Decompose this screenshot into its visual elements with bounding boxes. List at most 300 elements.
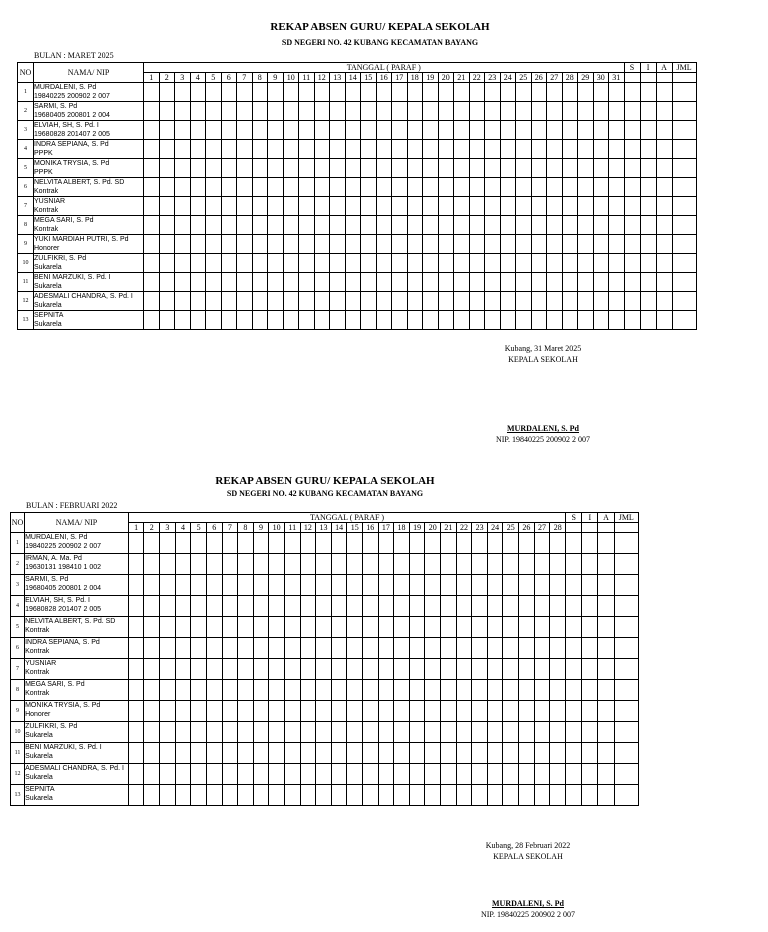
paraf-cell bbox=[300, 638, 316, 659]
doc1-month: BULAN : MARET 2025 bbox=[34, 51, 114, 60]
paraf-cell bbox=[175, 596, 191, 617]
paraf-cell bbox=[206, 83, 222, 102]
paraf-cell bbox=[363, 617, 379, 638]
paraf-cell bbox=[237, 178, 253, 197]
paraf-cell bbox=[283, 235, 299, 254]
teacher-nip-status: Kontrak bbox=[25, 669, 50, 676]
paraf-cell bbox=[593, 197, 609, 216]
summary-cell bbox=[624, 102, 640, 121]
name-nip-cell bbox=[25, 533, 129, 554]
summary-cell bbox=[640, 273, 656, 292]
paraf-cell bbox=[547, 102, 563, 121]
name-nip-cell bbox=[25, 659, 129, 680]
paraf-cell bbox=[206, 254, 222, 273]
paraf-cell bbox=[441, 638, 457, 659]
paraf-cell bbox=[206, 701, 222, 722]
paraf-cell bbox=[268, 102, 284, 121]
paraf-cell bbox=[487, 617, 503, 638]
paraf-cell bbox=[190, 83, 206, 102]
signature-name: MURDALENI, S. Pd bbox=[506, 424, 579, 433]
summary-cell bbox=[624, 83, 640, 102]
paraf-cell bbox=[441, 722, 457, 743]
paraf-cell bbox=[409, 575, 425, 596]
paraf-cell bbox=[175, 292, 191, 311]
paraf-cell bbox=[438, 197, 454, 216]
paraf-cell bbox=[519, 638, 535, 659]
paraf-cell bbox=[330, 311, 346, 330]
paraf-cell bbox=[268, 216, 284, 235]
summary-cell bbox=[598, 659, 614, 680]
paraf-cell bbox=[472, 638, 488, 659]
paraf-cell bbox=[441, 617, 457, 638]
paraf-cell bbox=[159, 159, 175, 178]
paraf-cell bbox=[363, 743, 379, 764]
paraf-cell bbox=[454, 102, 470, 121]
paraf-cell bbox=[578, 197, 594, 216]
paraf-cell bbox=[469, 178, 485, 197]
paraf-cell bbox=[531, 178, 547, 197]
paraf-cell bbox=[425, 533, 441, 554]
paraf-cell bbox=[423, 311, 439, 330]
paraf-cell bbox=[253, 764, 269, 785]
no-header: NO bbox=[11, 513, 25, 533]
paraf-cell bbox=[423, 121, 439, 140]
paraf-cell bbox=[222, 743, 238, 764]
summary-cell bbox=[566, 533, 582, 554]
paraf-cell bbox=[238, 554, 254, 575]
paraf-cell bbox=[300, 596, 316, 617]
paraf-cell bbox=[361, 102, 377, 121]
paraf-cell bbox=[221, 235, 237, 254]
paraf-cell bbox=[562, 178, 578, 197]
summary-cell bbox=[624, 216, 640, 235]
paraf-cell bbox=[268, 159, 284, 178]
summary-cell bbox=[582, 617, 598, 638]
paraf-cell bbox=[578, 178, 594, 197]
paraf-cell bbox=[159, 140, 175, 159]
teacher-name: YUKI MARDIAH PUTRI, S. Pd bbox=[34, 236, 129, 243]
paraf-cell bbox=[331, 596, 347, 617]
paraf-cell bbox=[562, 121, 578, 140]
paraf-cell bbox=[438, 311, 454, 330]
paraf-cell bbox=[487, 701, 503, 722]
summary-cell bbox=[582, 554, 598, 575]
day-number: 9 bbox=[253, 523, 269, 533]
paraf-cell bbox=[456, 680, 472, 701]
paraf-cell bbox=[175, 554, 191, 575]
paraf-cell bbox=[361, 273, 377, 292]
paraf-cell bbox=[222, 554, 238, 575]
paraf-cell bbox=[550, 596, 566, 617]
teacher-nip-status: Kontrak bbox=[34, 226, 59, 233]
paraf-cell bbox=[550, 764, 566, 785]
paraf-cell bbox=[547, 121, 563, 140]
paraf-cell bbox=[423, 159, 439, 178]
paraf-cell bbox=[423, 140, 439, 159]
paraf-cell bbox=[487, 680, 503, 701]
date-paraf-header: TANGGAL ( PARAF ) bbox=[144, 63, 625, 73]
paraf-cell bbox=[160, 554, 176, 575]
day-number: 23 bbox=[485, 73, 501, 83]
paraf-cell bbox=[237, 235, 253, 254]
paraf-cell bbox=[330, 178, 346, 197]
summary-cell bbox=[614, 764, 638, 785]
table-row bbox=[18, 292, 697, 311]
paraf-cell bbox=[206, 785, 222, 806]
summary-cell bbox=[656, 235, 672, 254]
paraf-cell bbox=[409, 554, 425, 575]
paraf-cell bbox=[519, 617, 535, 638]
paraf-cell bbox=[550, 533, 566, 554]
paraf-cell bbox=[144, 701, 160, 722]
paraf-cell bbox=[503, 764, 519, 785]
paraf-cell bbox=[144, 617, 160, 638]
paraf-cell bbox=[485, 159, 501, 178]
paraf-cell bbox=[578, 311, 594, 330]
paraf-cell bbox=[485, 140, 501, 159]
paraf-cell bbox=[425, 764, 441, 785]
paraf-cell bbox=[407, 159, 423, 178]
paraf-cell bbox=[222, 638, 238, 659]
paraf-cell bbox=[206, 197, 222, 216]
paraf-cell bbox=[144, 659, 160, 680]
paraf-cell bbox=[144, 596, 160, 617]
day-number: 12 bbox=[300, 523, 316, 533]
paraf-cell bbox=[268, 140, 284, 159]
paraf-cell bbox=[534, 701, 550, 722]
paraf-cell bbox=[299, 273, 315, 292]
paraf-cell bbox=[438, 121, 454, 140]
paraf-cell bbox=[299, 216, 315, 235]
paraf-cell bbox=[409, 638, 425, 659]
paraf-cell bbox=[284, 638, 300, 659]
paraf-cell bbox=[190, 140, 206, 159]
paraf-cell bbox=[222, 575, 238, 596]
name-nip-cell bbox=[34, 159, 144, 178]
paraf-cell bbox=[144, 216, 160, 235]
paraf-cell bbox=[284, 680, 300, 701]
paraf-cell bbox=[330, 197, 346, 216]
paraf-cell bbox=[376, 121, 392, 140]
paraf-cell bbox=[469, 273, 485, 292]
paraf-cell bbox=[206, 722, 222, 743]
paraf-cell bbox=[206, 659, 222, 680]
table-row bbox=[11, 659, 639, 680]
paraf-cell bbox=[392, 159, 408, 178]
paraf-cell bbox=[314, 83, 330, 102]
paraf-cell bbox=[516, 121, 532, 140]
summary-cell bbox=[672, 140, 696, 159]
paraf-cell bbox=[503, 701, 519, 722]
paraf-cell bbox=[562, 102, 578, 121]
teacher-nip-status: Sukarela bbox=[34, 321, 62, 328]
name-nip-cell bbox=[25, 764, 129, 785]
paraf-cell bbox=[503, 722, 519, 743]
no-header: NO bbox=[18, 63, 34, 83]
paraf-cell bbox=[237, 292, 253, 311]
summary-cell bbox=[566, 575, 582, 596]
paraf-cell bbox=[593, 216, 609, 235]
paraf-cell bbox=[191, 722, 207, 743]
paraf-cell bbox=[331, 617, 347, 638]
paraf-cell bbox=[190, 273, 206, 292]
paraf-cell bbox=[534, 617, 550, 638]
paraf-cell bbox=[500, 292, 516, 311]
paraf-cell bbox=[316, 617, 332, 638]
paraf-cell bbox=[472, 764, 488, 785]
paraf-cell bbox=[531, 102, 547, 121]
table-row bbox=[11, 680, 639, 701]
paraf-cell bbox=[269, 659, 285, 680]
paraf-cell bbox=[472, 701, 488, 722]
paraf-cell bbox=[269, 722, 285, 743]
summary-cell bbox=[566, 722, 582, 743]
paraf-cell bbox=[487, 554, 503, 575]
paraf-cell bbox=[238, 638, 254, 659]
summary-cell bbox=[672, 311, 696, 330]
day-number: 10 bbox=[269, 523, 285, 533]
teacher-name: YUSNIAR bbox=[25, 660, 57, 667]
paraf-cell bbox=[485, 292, 501, 311]
day-number: 4 bbox=[175, 523, 191, 533]
paraf-cell bbox=[299, 311, 315, 330]
paraf-cell bbox=[409, 659, 425, 680]
signature-position: KEPALA SEKOLAH bbox=[493, 852, 563, 861]
paraf-cell bbox=[394, 617, 410, 638]
paraf-cell bbox=[191, 596, 207, 617]
paraf-cell bbox=[206, 638, 222, 659]
paraf-cell bbox=[316, 701, 332, 722]
day-number: 18 bbox=[407, 73, 423, 83]
paraf-cell bbox=[438, 159, 454, 178]
paraf-cell bbox=[361, 311, 377, 330]
day-number: 1 bbox=[128, 523, 144, 533]
paraf-cell bbox=[469, 292, 485, 311]
summary-cell bbox=[656, 311, 672, 330]
paraf-cell bbox=[472, 743, 488, 764]
paraf-cell bbox=[316, 659, 332, 680]
paraf-cell bbox=[378, 554, 394, 575]
teacher-name: SEPNITA bbox=[25, 786, 55, 793]
name-nip-cell bbox=[25, 680, 129, 701]
sick-header: S bbox=[566, 513, 582, 523]
paraf-cell bbox=[500, 102, 516, 121]
summary-cell bbox=[614, 722, 638, 743]
paraf-cell bbox=[516, 311, 532, 330]
row-number: 5 bbox=[11, 617, 25, 638]
paraf-cell bbox=[441, 533, 457, 554]
day-number: 11 bbox=[299, 73, 315, 83]
paraf-cell bbox=[284, 722, 300, 743]
paraf-cell bbox=[237, 121, 253, 140]
summary-cell bbox=[566, 785, 582, 806]
row-number: 11 bbox=[18, 273, 34, 292]
paraf-cell bbox=[190, 311, 206, 330]
day-number: 21 bbox=[441, 523, 457, 533]
paraf-cell bbox=[316, 785, 332, 806]
day-number: 28 bbox=[550, 523, 566, 533]
paraf-cell bbox=[268, 311, 284, 330]
paraf-cell bbox=[562, 216, 578, 235]
paraf-cell bbox=[238, 533, 254, 554]
paraf-cell bbox=[159, 178, 175, 197]
summary-cell bbox=[640, 311, 656, 330]
paraf-cell bbox=[253, 554, 269, 575]
paraf-cell bbox=[378, 617, 394, 638]
paraf-cell bbox=[330, 273, 346, 292]
paraf-cell bbox=[392, 311, 408, 330]
day-number: 13 bbox=[330, 73, 346, 83]
paraf-cell bbox=[238, 701, 254, 722]
paraf-cell bbox=[392, 121, 408, 140]
summary-cell bbox=[672, 159, 696, 178]
paraf-cell bbox=[550, 722, 566, 743]
paraf-cell bbox=[456, 596, 472, 617]
summary-cell bbox=[582, 785, 598, 806]
signature-place-date: Kubang, 31 Maret 2025 bbox=[504, 344, 582, 353]
table-row bbox=[11, 575, 639, 596]
paraf-cell bbox=[438, 102, 454, 121]
paraf-cell bbox=[269, 575, 285, 596]
teacher-nip-status: Kontrak bbox=[25, 627, 50, 634]
paraf-cell bbox=[175, 785, 191, 806]
paraf-cell bbox=[269, 617, 285, 638]
paraf-cell bbox=[253, 638, 269, 659]
paraf-cell bbox=[300, 659, 316, 680]
paraf-cell bbox=[314, 235, 330, 254]
paraf-cell bbox=[175, 273, 191, 292]
paraf-cell bbox=[562, 273, 578, 292]
paraf-cell bbox=[441, 701, 457, 722]
paraf-cell bbox=[407, 216, 423, 235]
day-number: 23 bbox=[472, 523, 488, 533]
paraf-cell bbox=[206, 575, 222, 596]
paraf-cell bbox=[519, 743, 535, 764]
paraf-cell bbox=[409, 680, 425, 701]
paraf-cell bbox=[392, 292, 408, 311]
paraf-cell bbox=[407, 254, 423, 273]
teacher-name: SARMI, S. Pd bbox=[25, 576, 69, 583]
paraf-cell bbox=[345, 83, 361, 102]
paraf-cell bbox=[441, 575, 457, 596]
paraf-cell bbox=[190, 121, 206, 140]
paraf-cell bbox=[361, 197, 377, 216]
summary-cell bbox=[640, 140, 656, 159]
paraf-cell bbox=[159, 273, 175, 292]
paraf-cell bbox=[469, 197, 485, 216]
paraf-cell bbox=[531, 292, 547, 311]
paraf-cell bbox=[456, 743, 472, 764]
paraf-cell bbox=[593, 254, 609, 273]
paraf-cell bbox=[394, 722, 410, 743]
paraf-cell bbox=[238, 596, 254, 617]
paraf-cell bbox=[330, 159, 346, 178]
paraf-cell bbox=[144, 159, 160, 178]
paraf-cell bbox=[175, 659, 191, 680]
paraf-cell bbox=[331, 533, 347, 554]
teacher-nip-status: 19680828 201407 2 005 bbox=[25, 606, 102, 613]
paraf-cell bbox=[425, 554, 441, 575]
paraf-cell bbox=[175, 178, 191, 197]
paraf-cell bbox=[361, 254, 377, 273]
paraf-cell bbox=[485, 254, 501, 273]
paraf-cell bbox=[222, 659, 238, 680]
day-number: 9 bbox=[268, 73, 284, 83]
paraf-cell bbox=[175, 533, 191, 554]
paraf-cell bbox=[300, 617, 316, 638]
day-number: 7 bbox=[222, 523, 238, 533]
paraf-cell bbox=[314, 311, 330, 330]
teacher-nip-status: Sukarela bbox=[25, 774, 53, 781]
paraf-cell bbox=[175, 197, 191, 216]
date-paraf-header: TANGGAL ( PARAF ) bbox=[128, 513, 565, 523]
paraf-cell bbox=[485, 178, 501, 197]
paraf-cell bbox=[314, 292, 330, 311]
paraf-cell bbox=[578, 102, 594, 121]
paraf-cell bbox=[268, 121, 284, 140]
paraf-cell bbox=[516, 235, 532, 254]
day-number: 25 bbox=[516, 73, 532, 83]
paraf-cell bbox=[190, 159, 206, 178]
paraf-cell bbox=[347, 617, 363, 638]
table-row bbox=[18, 273, 697, 292]
paraf-cell bbox=[454, 292, 470, 311]
paraf-cell bbox=[160, 638, 176, 659]
row-number: 5 bbox=[18, 159, 34, 178]
total-header: JML bbox=[614, 513, 638, 523]
paraf-cell bbox=[128, 533, 144, 554]
paraf-cell bbox=[534, 554, 550, 575]
paraf-cell bbox=[487, 596, 503, 617]
summary-cell bbox=[656, 273, 672, 292]
paraf-cell bbox=[314, 102, 330, 121]
paraf-cell bbox=[578, 254, 594, 273]
paraf-cell bbox=[519, 764, 535, 785]
paraf-cell bbox=[500, 273, 516, 292]
paraf-cell bbox=[191, 638, 207, 659]
summary-cell bbox=[672, 216, 696, 235]
paraf-cell bbox=[314, 216, 330, 235]
paraf-cell bbox=[269, 764, 285, 785]
paraf-cell bbox=[283, 159, 299, 178]
paraf-cell bbox=[454, 159, 470, 178]
paraf-cell bbox=[547, 273, 563, 292]
paraf-cell bbox=[191, 680, 207, 701]
paraf-cell bbox=[331, 554, 347, 575]
paraf-cell bbox=[378, 701, 394, 722]
day-number: 7 bbox=[237, 73, 253, 83]
paraf-cell bbox=[347, 533, 363, 554]
summary-cell bbox=[672, 178, 696, 197]
teacher-nip-status: Sukarela bbox=[34, 264, 62, 271]
paraf-cell bbox=[392, 235, 408, 254]
summary-cell bbox=[598, 722, 614, 743]
paraf-cell bbox=[378, 680, 394, 701]
paraf-cell bbox=[485, 102, 501, 121]
paraf-cell bbox=[500, 235, 516, 254]
paraf-cell bbox=[314, 254, 330, 273]
paraf-cell bbox=[361, 159, 377, 178]
paraf-cell bbox=[609, 216, 625, 235]
paraf-cell bbox=[175, 722, 191, 743]
summary-cell bbox=[614, 575, 638, 596]
paraf-cell bbox=[144, 575, 160, 596]
paraf-cell bbox=[456, 722, 472, 743]
paraf-cell bbox=[191, 617, 207, 638]
teacher-name: MEGA SARI, S. Pd bbox=[25, 681, 85, 688]
paraf-cell bbox=[314, 273, 330, 292]
paraf-cell bbox=[578, 235, 594, 254]
